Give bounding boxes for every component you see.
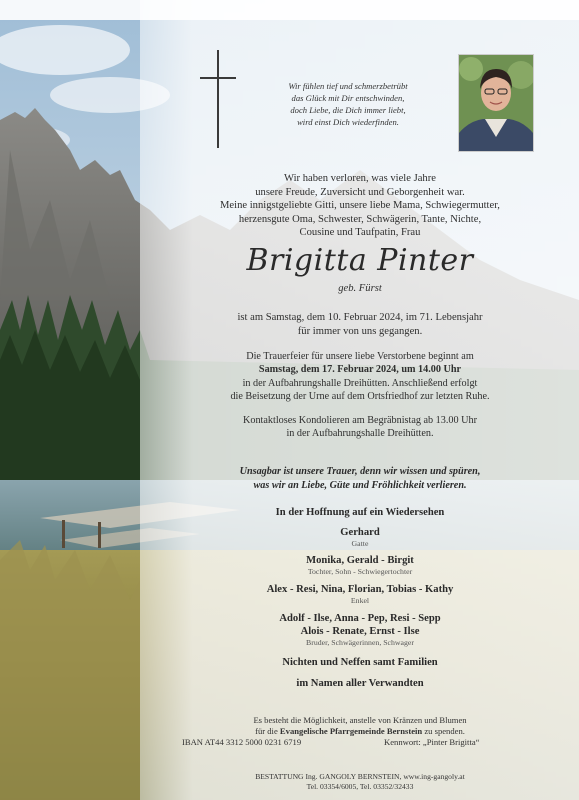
family-husband — [150, 526, 570, 549]
intro-line: unsere Freude, Zuversicht und Geborgenheit war. — [255, 186, 465, 198]
family-relatives — [150, 677, 570, 690]
donation-line-1: Es besteht die Möglichkeit, anstelle von Kränzen und Blumen — [253, 715, 467, 725]
condolence-line: in der Aufbahrungshalle Dreihütten. — [286, 428, 434, 440]
undertaker-footer — [150, 772, 570, 792]
family-grandchildren — [150, 583, 570, 606]
intro-line: herzensgute Oma, Schwester, Schwägerin, Tante, Nichte, — [238, 213, 482, 225]
grandchildren-names: Alex - Resi, Nina, Florian, Tobias - Kathy — [266, 584, 454, 595]
family-nieces — [150, 656, 570, 669]
family-heading-block — [150, 506, 570, 519]
poem-line: wird einst Dich wiederfinden. — [297, 117, 399, 127]
intro-line: Cousine und Taufpatin, Frau — [299, 227, 421, 238]
death-notice — [150, 311, 570, 338]
poem-line: doch Liebe, die Dich immer liebt, — [290, 105, 406, 115]
funeral-info — [150, 350, 570, 403]
nieces-line: Nichten und Neffen samt Familien — [282, 657, 438, 668]
children-names: Monika, Gerald - Birgit — [306, 555, 414, 566]
family-heading: In der Hoffnung auf ein Wiedersehen — [275, 507, 445, 518]
deceased-name: Brigitta Pinter — [246, 243, 474, 278]
portrait-photo — [458, 54, 534, 152]
donation-line-2 — [150, 726, 570, 737]
husband-name: Gerhard — [340, 527, 380, 538]
condolence-info — [150, 414, 570, 441]
relatives-line: im Namen aller Verwandten — [296, 678, 424, 689]
intro-text — [150, 172, 570, 240]
donation-post: zu spenden. — [422, 725, 465, 736]
footer-line-2: Tel. 03354/6005, Tel. 03352/32433 — [306, 782, 414, 791]
quote-line: was wir an Liebe, Güte und Fröhlichkeit verlieren. — [253, 479, 467, 491]
quote-line: Unsagbar ist unsere Trauer, denn wir wissen und spüren, — [239, 466, 481, 477]
iban: IBAN AT44 3312 5000 0231 6719 — [182, 737, 302, 747]
footer-line-1: BESTATTUNG Ing. GANGOLY BERNSTEIN, www.ing-gangoly.at — [255, 772, 465, 781]
intro-line: Meine innigstgeliebte Gitti, unsere liebe Mama, Schwiegermutter, — [220, 200, 500, 211]
grandchildren-relation: Enkel — [350, 596, 370, 605]
donation-recipient: Evangelische Pfarrgemeinde Bernstein — [279, 725, 423, 736]
donation-pre: für die — [255, 725, 280, 736]
donation-note — [150, 715, 570, 737]
top-margin — [0, 0, 579, 20]
intro-line: Wir haben verloren, was viele Jahre — [284, 173, 436, 184]
siblings-relation: Bruder, Schwägerinnen, Schwager — [306, 638, 414, 647]
condolence-line: Kontaktloses Kondolieren am Begräbnistag ab 13.00 Uhr — [243, 415, 477, 426]
poem-line: das Glück mit Dir entschwinden, — [291, 93, 405, 103]
mourning-quote — [150, 465, 570, 492]
funeral-line: die Beisetzung der Urne auf dem Ortsfriedhof zur letzten Ruhe. — [230, 390, 490, 402]
funeral-date: Samstag, dem 17. Februar 2024, um 14.00 Uhr — [258, 364, 462, 376]
maiden-name: geb. Fürst — [338, 283, 382, 294]
poem-line: Wir fühlen tief und schmerzbetrübt — [288, 81, 408, 91]
reference-keyword: Kennwort: „Pinter Brigitta“ — [384, 737, 480, 747]
family-children — [150, 554, 570, 577]
death-line: für immer von uns gegangen. — [297, 325, 423, 337]
death-line: ist am Samstag, dem 10. Februar 2024, im 71. Lebensjahr — [237, 312, 483, 323]
siblings-names-1: Adolf - Ilse, Anna - Pep, Resi - Sepp — [279, 613, 441, 624]
cross-icon-horizontal — [200, 77, 236, 79]
cross-icon-vertical — [217, 50, 219, 148]
funeral-line: in der Aufbahrungshalle Dreihütten. Anschließend erfolgt — [242, 377, 478, 389]
siblings-names-2: Alois - Renate, Ernst - Ilse — [300, 626, 420, 637]
poem — [253, 80, 443, 128]
husband-relation: Gatte — [351, 539, 369, 548]
children-relation: Tochter, Sohn - Schwiegertochter — [307, 567, 413, 576]
family-siblings — [150, 612, 570, 648]
funeral-line: Die Trauerfeier für unsere liebe Verstorbene beginnt am — [246, 351, 474, 362]
